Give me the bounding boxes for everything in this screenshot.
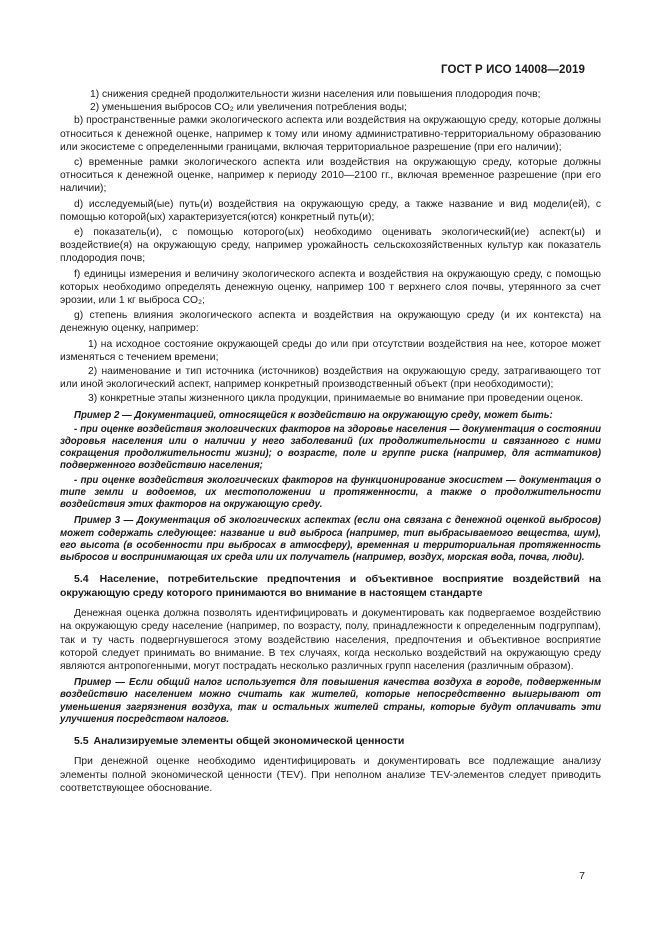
example-note: Пример — Если общий налог используется для повышения качества воздуха в городе, подверженным воздействию населением можно считать как жителей, которые непосредственно выигрывают от уменьшения загрязнения воздуха, так и остальных жителей страны, которые будут оплачивать эти улучшения посредством налогов. — [60, 677, 601, 725]
paragraph: Денежная оценка должна позволять идентифицировать и документировать как подвергаемое воздействию на окружающую среду население (например, по возрасту, полу, принадлежности к определенным подгруппам), так и ту часть подвергнувшегося этому воздействию населения, предпочтения и объективное восприятие которой следует принимать во внимание. В тех случаях, когда несколько воздействий на окружающую среду являются антропогенными, могут пострадать несколько различных групп населения (различным образом). — [60, 608, 601, 672]
paragraph: e) показатель(и), с помощью которого(ых) необходимо оценивать экологический(ие) аспект(ы) и воздействие(я) на окружающую среду, например урожайность сельскохозяйственных культур как показатель плодородия почв; — [60, 227, 601, 265]
section-heading-5-5: 5.5 Анализируемые элементы общей экономической ценности — [74, 734, 405, 747]
list-item: 1) на исходное состояние окружающей среды до или при отсутствии воздействия на нее, которое может изменяться с течением времени; — [60, 338, 601, 363]
paragraph: g) степень влияния экологического аспекта и воздействия на окружающую среду (и их контекста) на денежную оценку, например: — [60, 310, 601, 335]
list-item: 3) конкретные этапы жизненного цикла продукции, принимаемые во внимание при проведении оценок. — [88, 393, 584, 405]
list-item: 2) уменьшения выбросов CO₂ или увеличения потребления воды; — [90, 102, 407, 114]
example-2-title: Пример 2 — Документацией, относящейся к воздействию на окружающую среду, может быть: — [74, 409, 553, 421]
example-2-bullet: - при оценке воздействия экологических факторов на функционирование экосистем — документация о типе земли и водоемов, их местоположении и протяженности, а также о продолжительности воздействия этих факторов на окружающую среду. — [60, 474, 601, 511]
paragraph: d) исследуемый(ые) путь(и) воздействия на окружающую среду, а также название и вид модели(ей), с помощью которой(ых) характеризуется(ются) конкретный путь(и); — [60, 198, 601, 223]
list-item: 2) наименование и тип источника (источников) воздействия на окружающую среду, затрагивающего тот или иной экологический аспект, например конкретный производственный объект (при необходимости); — [60, 366, 601, 391]
document-code: ГОСТ Р ИСО 14008—2019 — [440, 64, 585, 76]
list-item: 1) снижения средней продолжительности жизни населения или повышения плодородия почв; — [90, 89, 541, 100]
section-heading-5-4: 5.4 Население, потребительские предпочтения и объективное восприятие воздействий на окружающую среду которого принимаются во внимание в настоящем стандарте — [60, 573, 601, 599]
example-2-bullet: - при оценке воздействия экологических факторов на здоровье населения — документация о состоянии здоровья населения или о наличии у него заболеваний (их продолжительности и связанного с ними сокращения продолжительности жизни); о возрасте, поле и группе риска (например, для астматиков) подверженного воздействию населения; — [60, 423, 601, 472]
example-3: Пример 3 — Документация об экологических аспектах (если она связана с денежной оценкой выбросов) может содержать следующее: название и вид выброса (например, тип выбрасываемого вещества, шум), его высота (в особенности при выбросах в атмосферу), временная и территориальная протяженность выбросов и воспринимающая их среда или их получатель (например, воздух, морская вода, почва, люди). — [60, 515, 601, 563]
page-number: 7 — [579, 870, 585, 882]
paragraph: b) пространственные рамки экологического аспекта или воздействия на окружающую среду, которые должны относиться к денежной оценке, например к тому или иному административно-территориальному образованию или экосистеме с определенными границами, включая территориальное разрешение (при его наличии); — [60, 115, 601, 153]
page-body — [60, 88, 601, 797]
paragraph: c) временные рамки экологического аспекта или воздействия на окружающую среду, которые должны относиться к денежной оценке, например к периоду 2010—2100 гг., включая временное разрешение (при его наличии); — [60, 157, 601, 195]
paragraph: f) единицы измерения и величину экологического аспекта и воздействия на окружающую среду, с помощью которых необходимо определять денежную оценку, например 100 т верхнего слоя почвы, утерянного за счет эрозии, или 1 кг выброса CO₂; — [60, 268, 601, 307]
paragraph: При денежной оценке необходимо идентифицировать и документировать все подлежащие анализу элементы полной экономической ценности (TEV). При неполном анализе TEV-элементов следует приводить соответствующее обоснование. — [60, 756, 601, 794]
